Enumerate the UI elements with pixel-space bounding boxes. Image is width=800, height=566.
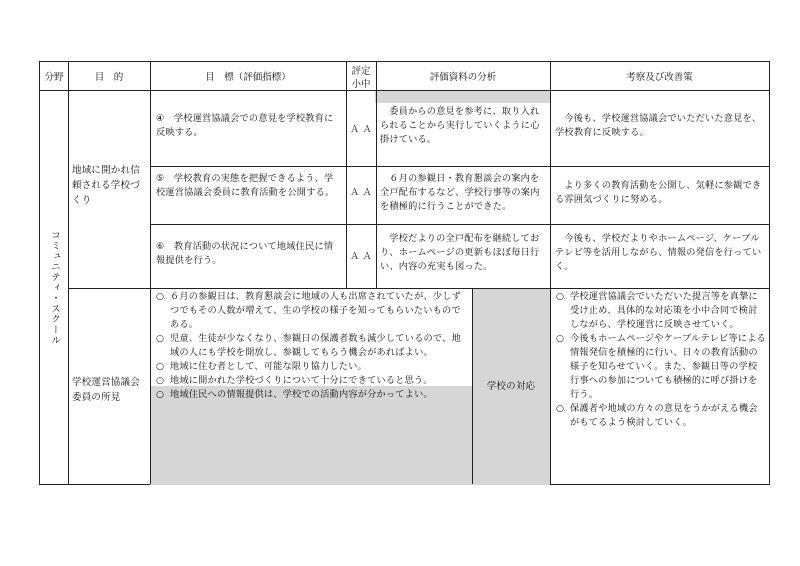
row2-goal: ⑤ 学校教育の実態を把握できるよう、学校運営協議会委員に教育活動を公開する。	[156, 173, 335, 198]
committee-opinions	[154, 290, 470, 402]
section2-purpose: 学校運営協議会委員の所見	[72, 377, 140, 403]
school-responses	[554, 290, 766, 430]
opinion-item: ○ ６月の参観日は、教育懇談会に地域の人も出席されていたが、少しずつでもその人数が増えて、生の学校の様子を知ってもらいたいものである。	[154, 290, 470, 332]
response-item: ○ 今後もホームページやケーブルテレビ等による情報発信を積極的に行い、日々の教育活動の様子を知らせていく。また、参観日等の学校行事への参加についても積極的に呼び掛けを行う。	[554, 332, 766, 402]
row2-bottom-line	[150, 224, 769, 225]
col-line-rating	[376, 62, 377, 288]
row2-improvement: より多くの教育活動を公開し、気軽に参観できる雰囲気づくりに努める。	[555, 180, 762, 205]
row3-analysis: 学校だよりの全戸配布を継続しており、ホームページの更新もほぼ毎日行い、内容の充実も図った。	[380, 233, 540, 272]
header-purpose: 目 的	[94, 72, 124, 83]
response-item: ○ 保護者や地域の方々の意見をうかがえる機会がもてるよう検討していく。	[554, 402, 766, 430]
opinion-item: ○ 地域に住む者として、可能な限り協力したい。	[154, 360, 470, 374]
opinion-item: ○ 地域住民への情報提供は、学校での活動内容が分かってよい。	[154, 388, 470, 402]
header-goal: 目 標（評価指標）	[205, 72, 291, 83]
opinion-item: ○ 地域に開かれた学校づくりについて十分にできていると思う。	[154, 374, 470, 388]
row1-improvement: 今後も、学校運営協議会でいただいた意見を、学校教育に反映する。	[555, 113, 762, 138]
section1-purpose: 地域に開かれ信頼される学校づくり	[72, 165, 140, 206]
col-line-purpose	[150, 62, 151, 484]
header-rating-line2: 小中	[351, 79, 371, 90]
header-analysis: 評価資料の分析	[429, 72, 497, 83]
row1-analysis: 委員からの意見を参考に、取り入れられることから実行していくように心掛けている。	[380, 106, 540, 145]
row1-rating: Ａ Ａ	[350, 124, 372, 135]
col-line-field	[68, 62, 69, 484]
row2-analysis: ６月の参観日・教育懇談会の案内を全戸配布するなど、学校行事等の案内を積極的に行うことができた。	[380, 173, 540, 212]
header-improvement: 考察及び改善策	[626, 72, 693, 83]
field-name: コミュニティ・スクール	[49, 230, 60, 346]
header-rating-line1: 評定	[351, 66, 371, 77]
response-item: ○ 学校運営協議会でいただいた提言等を真摯に受け止め、具体的な対応策を小中合同で検討しながら、学校運営に反映させていく。	[554, 290, 766, 332]
school-response-label: 学校の対応	[486, 381, 536, 392]
row1-goal: ④ 学校運営協議会での意見を学校教育に反映する。	[156, 113, 334, 138]
col-line-analysis	[550, 62, 551, 484]
row3-improvement: 今後も、学校だよりやホームページ、ケーブルテレビ等を活用しながら、情報の発信を行っていく。	[555, 233, 762, 272]
gray-shade-analysis-top	[375, 91, 550, 103]
section-divider-line	[68, 288, 769, 289]
header-field: 分野	[44, 72, 64, 83]
row2-rating: Ａ Ａ	[350, 187, 372, 198]
evaluation-table	[39, 61, 770, 485]
row1-bottom-line	[150, 166, 769, 167]
row3-rating: Ａ Ａ	[350, 251, 372, 262]
opinion-item: ○ 児童、生徒が少なくなり、参観日の保護者数も減少しているので、地域の人にも学校を開放し、参観してもらう機会があればよい。	[154, 332, 470, 360]
row3-goal: ⑥ 教育活動の状況について地域住民に情報提供を行う。	[156, 241, 334, 266]
